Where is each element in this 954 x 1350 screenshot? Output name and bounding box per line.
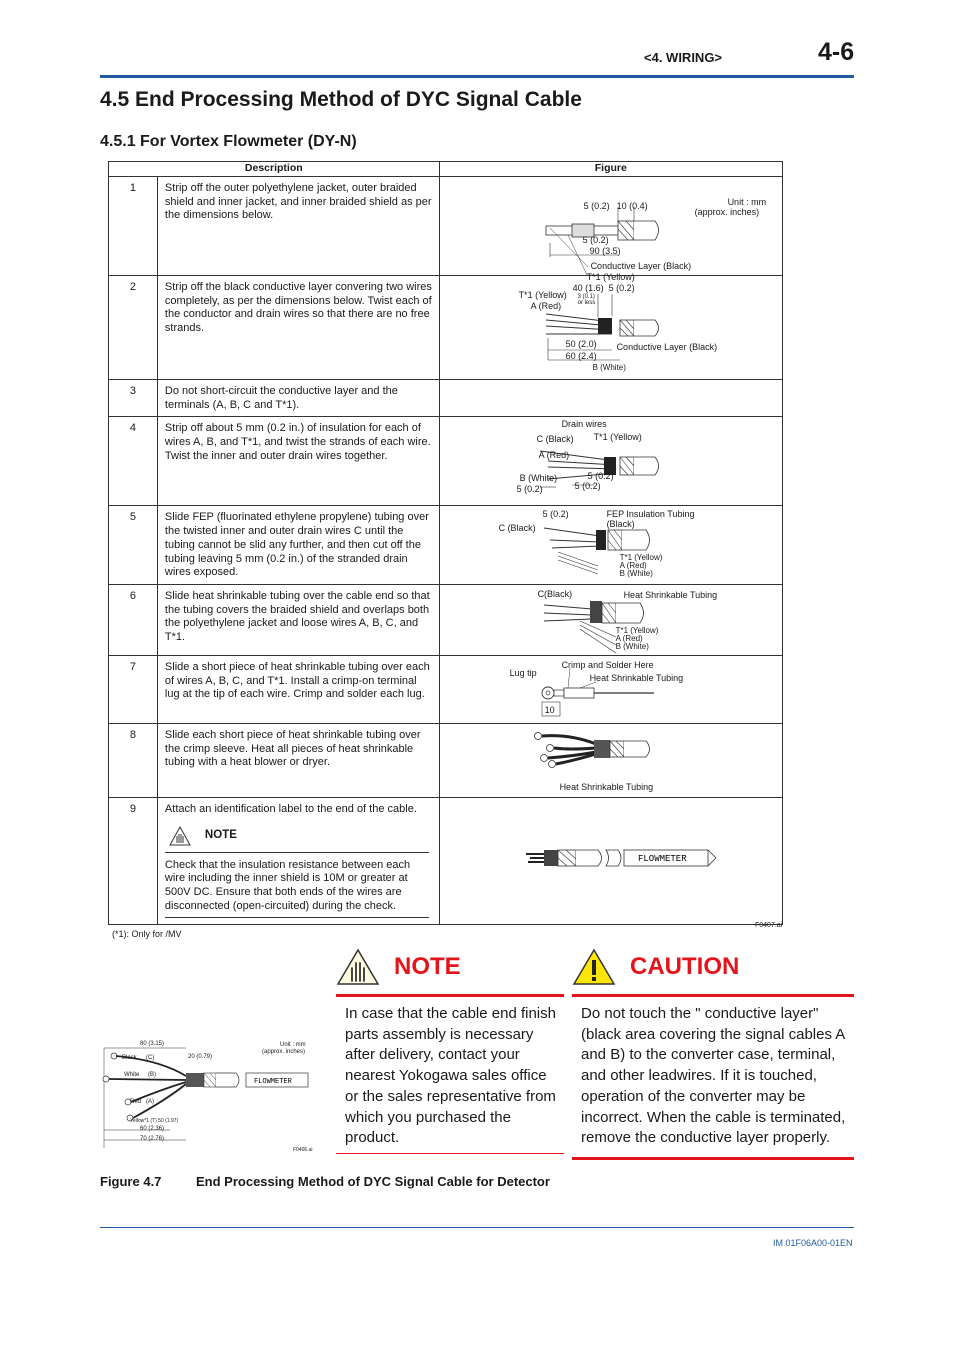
header-rule xyxy=(100,75,854,78)
step-figure xyxy=(439,797,782,924)
dim-label: 60 (2.4) xyxy=(565,351,597,361)
heat-shrink-diagram xyxy=(440,585,784,656)
wire-label: FEP Insulation Tubing xyxy=(606,509,695,520)
dim-label: 5 (0.2) xyxy=(583,201,610,211)
flowmeter-tag-text: FLOWMETER xyxy=(254,1078,292,1086)
table-header-row xyxy=(109,162,783,177)
table-row xyxy=(109,506,783,585)
unit-label: Unit : mm xyxy=(727,197,767,207)
step-figure xyxy=(439,177,782,282)
dim-label: 80 (3.15) xyxy=(140,1041,165,1047)
step-number: 5 xyxy=(109,506,158,585)
note-text: In case that the cable end finish parts assembly is necessary after delivery, contact your nearest Yokogawa sales office or the sales representative from which you purchased the product. xyxy=(345,1005,556,1147)
wire-label: T*1 (Yellow) xyxy=(619,553,663,563)
wire-label: T*1 (Yellow) xyxy=(615,625,659,635)
wire-label: (B) xyxy=(148,1072,156,1078)
note-label: NOTE xyxy=(204,828,237,841)
note-text: Check that the insulation resistance between each wire including the inner shield is 10M or greater at 500V DC. Ensure that both ends of the wires are disconnected (open-circuited) during the check. xyxy=(164,858,411,912)
wire-label: Red xyxy=(130,1099,142,1105)
col-figure-header: Figure xyxy=(439,162,782,177)
wire-label: B (White) xyxy=(615,641,649,651)
detector-cable-figure xyxy=(100,1038,320,1158)
wire-label: A (Red) xyxy=(530,301,562,311)
wire-label: A (Red) xyxy=(615,633,643,643)
figure-caption xyxy=(100,1174,550,1189)
dim-label: 5 (0.2) xyxy=(574,481,601,492)
wire-label: (A) xyxy=(146,1099,154,1105)
wire-label: B (White) xyxy=(519,473,558,484)
figure-id: F0407.ai xyxy=(755,922,783,929)
section-title: 4.5 End Processing Method of DYC Signal Cable xyxy=(100,88,582,111)
step-figure xyxy=(439,723,782,797)
step-number: 6 xyxy=(109,584,158,655)
dim-label: 10 (0.4) xyxy=(616,201,648,211)
wire-label: (C) xyxy=(146,1055,155,1061)
dim-label: 70 (2.76) xyxy=(140,1136,165,1142)
divider xyxy=(165,852,429,853)
wire-label: Lug tip xyxy=(509,667,537,678)
steps-table xyxy=(108,161,783,925)
caution-title: CAUTION xyxy=(630,953,740,980)
wire-label: Conductive Layer (Black) xyxy=(616,342,718,352)
step-description: Slide FEP (fluorinated ethylene propylene) tubing over the twisted inner and outer drain wires C until the tubing cannot be slid any further, and then cut off the tubing leaving 5 mm (0.2 in.) of the stranded drain wires exposed. xyxy=(157,506,439,585)
step-figure xyxy=(439,655,782,723)
wire-label: (Black) xyxy=(606,519,635,530)
step-number: 2 xyxy=(109,276,158,380)
wire-label: T*1 (Yellow) xyxy=(593,432,642,443)
dim-label: or less xyxy=(577,300,596,306)
table-row xyxy=(109,380,783,417)
step-number: 7 xyxy=(109,655,158,723)
dim-label: 5 (0.2) xyxy=(582,235,609,245)
figure-id: F0406.ai xyxy=(293,1147,313,1153)
dim-label: 5 (0.2) xyxy=(608,283,635,293)
wire-label: White xyxy=(124,1072,140,1078)
step-description: Slide heat shrinkable tubing over the cable end so that the tubing covers the braided shield and overlaps both the polyethylene jacket and loose wires A, B, C, and T*1. xyxy=(157,584,439,655)
wire-label: Heat Shrinkable Tubing xyxy=(623,589,718,600)
table-row xyxy=(109,797,783,924)
unit-label: (approx. inches) xyxy=(694,207,760,217)
step-figure xyxy=(439,506,782,585)
step-description: Slide a short piece of heat shrinkable tubing over each of wires A, B, C, and T*1. Install a crimp-on terminal lug at the tip of each wire. Crimp and solder each lug. xyxy=(157,655,439,723)
step-number: 8 xyxy=(109,723,158,797)
dim-label: 3 (0.1) xyxy=(577,294,595,300)
hand-warning-icon xyxy=(336,948,380,986)
wire-label: A (Red) xyxy=(538,450,570,461)
caution-text: Do not touch the " conductive layer" (black area covering the signal cables A and B) to the converter case, terminal, and other leadwires. If it is touched, operation of the converter may be incorrect. When the cable is terminated, remove the conductive layer properly. xyxy=(581,1005,846,1147)
footnote: (*1): Only for /MV xyxy=(112,929,182,939)
wire-label: Yellow*1 (T) 50 (1.97) xyxy=(130,1118,179,1124)
dim-label: 5 (0.2) xyxy=(542,509,569,520)
insulation-strip-diagram xyxy=(440,417,784,506)
step-number: 9 xyxy=(109,797,158,924)
divider xyxy=(336,1153,564,1154)
step-number: 1 xyxy=(109,177,158,276)
figure-title: End Processing Method of DYC Signal Cable for Detector xyxy=(196,1174,550,1189)
wire-label: C (Black) xyxy=(536,434,574,445)
table-row xyxy=(109,584,783,655)
hand-warning-icon xyxy=(169,826,191,846)
exclamation-warning-icon xyxy=(572,948,616,986)
step-number: 3 xyxy=(109,380,158,417)
dim-label: 5 (0.2) xyxy=(516,484,543,495)
col-description-header: Description xyxy=(109,162,440,177)
footer-rule xyxy=(100,1227,854,1228)
step-figure xyxy=(439,584,782,655)
step-figure xyxy=(439,276,782,380)
labeled-cable-diagram xyxy=(440,798,784,925)
dim-label: 50 (2.0) xyxy=(565,339,597,349)
wire-label: B (White) xyxy=(619,569,653,579)
wire-label: Drain wires xyxy=(561,419,607,430)
table-row xyxy=(109,723,783,797)
wire-label: T*1 (Yellow) xyxy=(586,272,635,282)
step-description: Strip off the outer polyethylene jacket, outer braided shield and inner jacket, and inner braided shield as per the dimensions below. xyxy=(157,177,439,276)
table-row xyxy=(109,177,783,276)
dim-label: 5 (0.2) xyxy=(587,471,614,482)
step-figure xyxy=(439,417,782,506)
step-description: Strip off about 5 mm (0.2 in.) of insulation for each of wires A, B, and T*1, and twist the strands of each wire. Twist the inner and outer drain wires together. xyxy=(157,417,439,506)
dim-label: 20 (0.79) xyxy=(188,1054,213,1060)
wire-label: B (White) xyxy=(592,363,626,372)
dim-label: 40 (1.6) xyxy=(572,283,604,293)
step-description-text: Attach an identification label to the end of the cable. xyxy=(164,802,417,815)
step-figure-empty xyxy=(439,380,782,417)
step-number: 4 xyxy=(109,417,158,506)
figure-number: Figure 4.7 xyxy=(100,1174,162,1189)
unit-label: Unit : mm xyxy=(280,1042,306,1048)
section-header: <4. WIRING> xyxy=(644,50,723,65)
step-description: Do not short-circuit the conductive layer and the terminals (A, B, C and T*1). xyxy=(157,380,439,417)
dim-label: 60 (2.36) xyxy=(140,1126,165,1132)
wire-label: Crimp and Solder Here xyxy=(561,659,654,670)
step-description: Slide each short piece of heat shrinkable tubing over the crimp sleeve. Heat all pieces of heat shrinkable tubing with a heat blower or dryer. xyxy=(157,723,439,797)
wire-label: T*1 (Yellow) xyxy=(518,290,567,300)
subsection-title: 4.5.1 For Vortex Flowmeter (DY-N) xyxy=(100,133,357,150)
document-id: IM 01F06A00-01EN xyxy=(773,1238,853,1248)
wire-label: Black xyxy=(122,1055,137,1061)
step-description xyxy=(157,797,439,924)
dim-label: 90 (3.5) xyxy=(589,246,621,256)
table-row xyxy=(109,655,783,723)
wire-label: Heat Shrinkable Tubing xyxy=(589,672,684,683)
caution-panel xyxy=(572,948,854,1160)
table-row xyxy=(109,276,783,380)
dim-label: 10 xyxy=(544,704,555,715)
divider xyxy=(572,1157,854,1160)
unit-label: (approx. inches) xyxy=(262,1049,306,1055)
page-number: 4-6 xyxy=(818,38,855,66)
divider xyxy=(165,917,429,918)
wire-label: Heat Shrinkable Tubing xyxy=(559,781,654,792)
wire-label: A (Red) xyxy=(619,561,647,571)
wire-label: C (Black) xyxy=(498,523,536,534)
table-row xyxy=(109,417,783,506)
note-title: NOTE xyxy=(394,953,461,980)
wire-label: Conductive Layer (Black) xyxy=(590,261,692,271)
note-box xyxy=(165,826,433,919)
wire-label: C(Black) xyxy=(537,588,573,599)
step-description: Strip off the black conductive layer convering two wires completely, as per the dimensions below. Twist each of the conductor and drain wires so that there are no free strands. xyxy=(157,276,439,380)
flowmeter-tag-text: FLOWMETER xyxy=(637,853,687,864)
note-panel xyxy=(336,948,564,1154)
